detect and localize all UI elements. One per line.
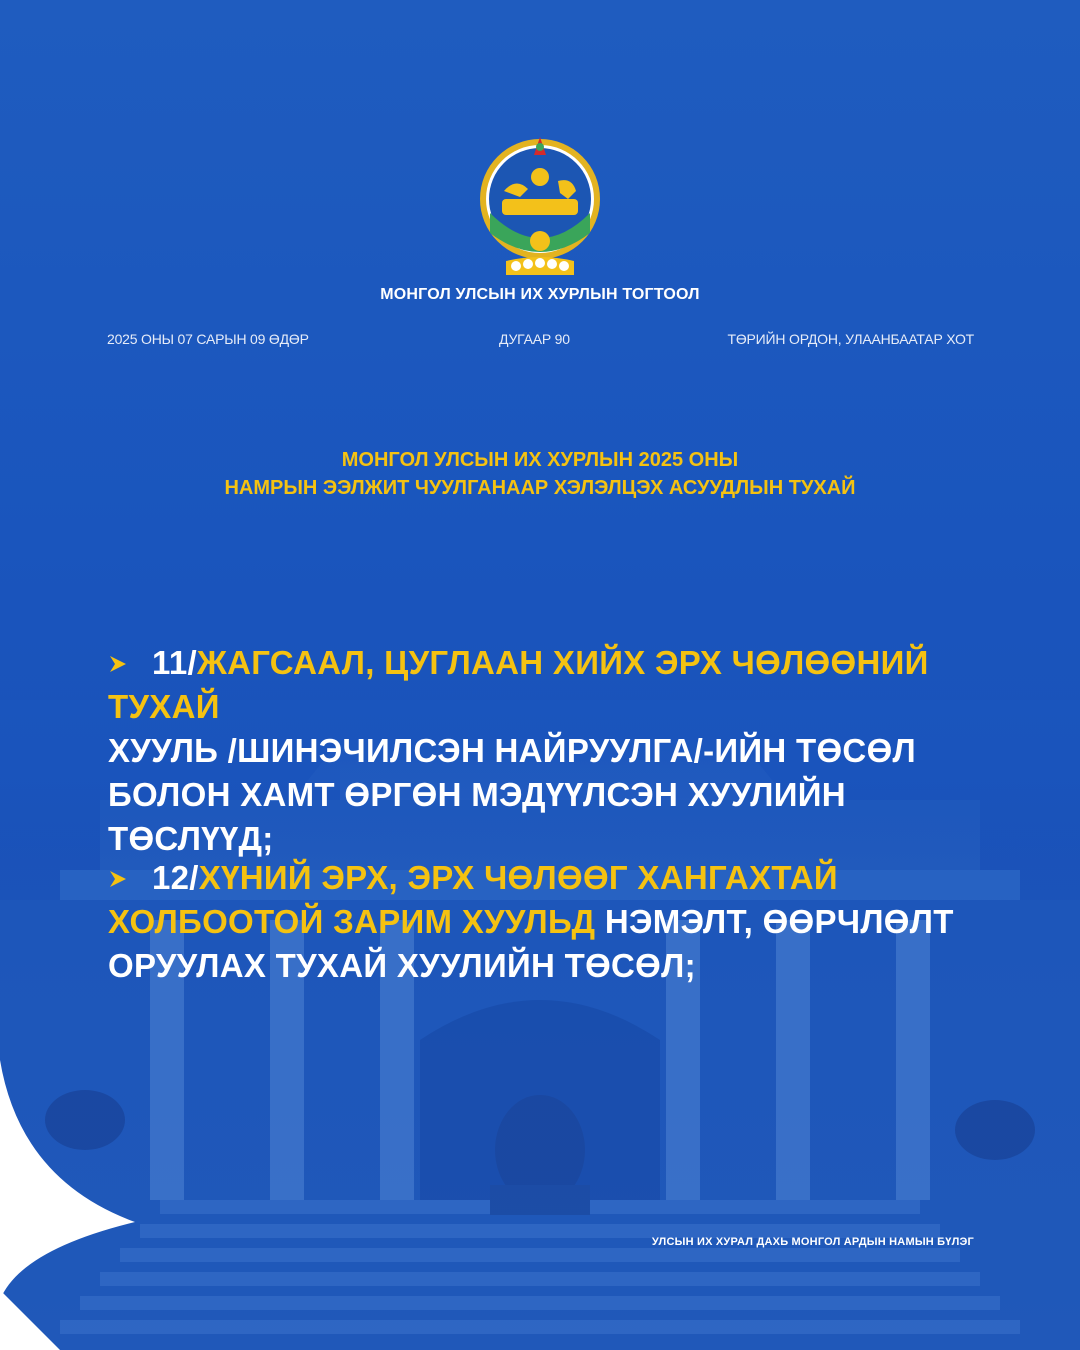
resolution-subject <box>0 446 1080 502</box>
subject-line-2: НАМРЫН ЭЭЛЖИТ ЧУУЛГАНААР ХЭЛЭЛЦЭХ АСУУДЛЫН ТУХАЙ <box>224 477 856 499</box>
document-number: ДУГААР 90 <box>499 331 570 347</box>
item-11-number: 11/ <box>152 644 197 681</box>
item-12-highlight: ХҮНИЙ ЭРХ, ЭРХ ЧӨЛӨӨГ ХАНГАХТАЙ ХОЛБООТОЙ ЗАРИМ ХУУЛЬД <box>108 859 838 940</box>
item-12-number: 12/ <box>152 859 199 896</box>
document-place: ТӨРИЙН ОРДОН, УЛААНБААТАР ХОТ <box>727 331 974 347</box>
item-11-highlight: ЖАГСААЛ, ЦУГЛААН ХИЙХ ЭРХ ЧӨЛӨӨНИЙ ТУХАЙ <box>108 644 929 725</box>
chevron-right-icon <box>108 654 128 674</box>
document-title: МОНГОЛ УЛСЫН ИХ ХУРЛЫН ТОГТООЛ <box>380 286 700 303</box>
item-12-text: НЭМЭЛТ, ӨӨРЧЛӨЛТ ОРУУЛАХ ТУХАЙ ХУУЛИЙН ТӨСӨЛ; <box>108 903 954 984</box>
document-date: 2025 ОНЫ 07 САРЫН 09 ӨДӨР <box>107 331 309 347</box>
subject-line-1: МОНГОЛ УЛСЫН ИХ ХУРЛЫН 2025 ОНЫ <box>341 449 739 471</box>
item-11-text: ХУУЛЬ /ШИНЭЧИЛСЭН НАЙРУУЛГА/-ИЙН ТӨСӨЛ БОЛОН ХАМТ ӨРГӨН МЭДҮҮЛСЭН ХУУЛИЙН ТӨСЛҮҮД; <box>108 732 916 857</box>
agenda-item-11 <box>108 641 988 861</box>
footer-organization: УЛСЫН ИХ ХУРАЛ ДАХЬ МОНГОЛ АРДЫН НАМЫН БҮЛЭГ <box>651 1236 974 1248</box>
mongolia-state-emblem-icon <box>476 133 604 275</box>
chevron-right-icon <box>108 869 128 889</box>
agenda-item-12 <box>108 856 988 988</box>
